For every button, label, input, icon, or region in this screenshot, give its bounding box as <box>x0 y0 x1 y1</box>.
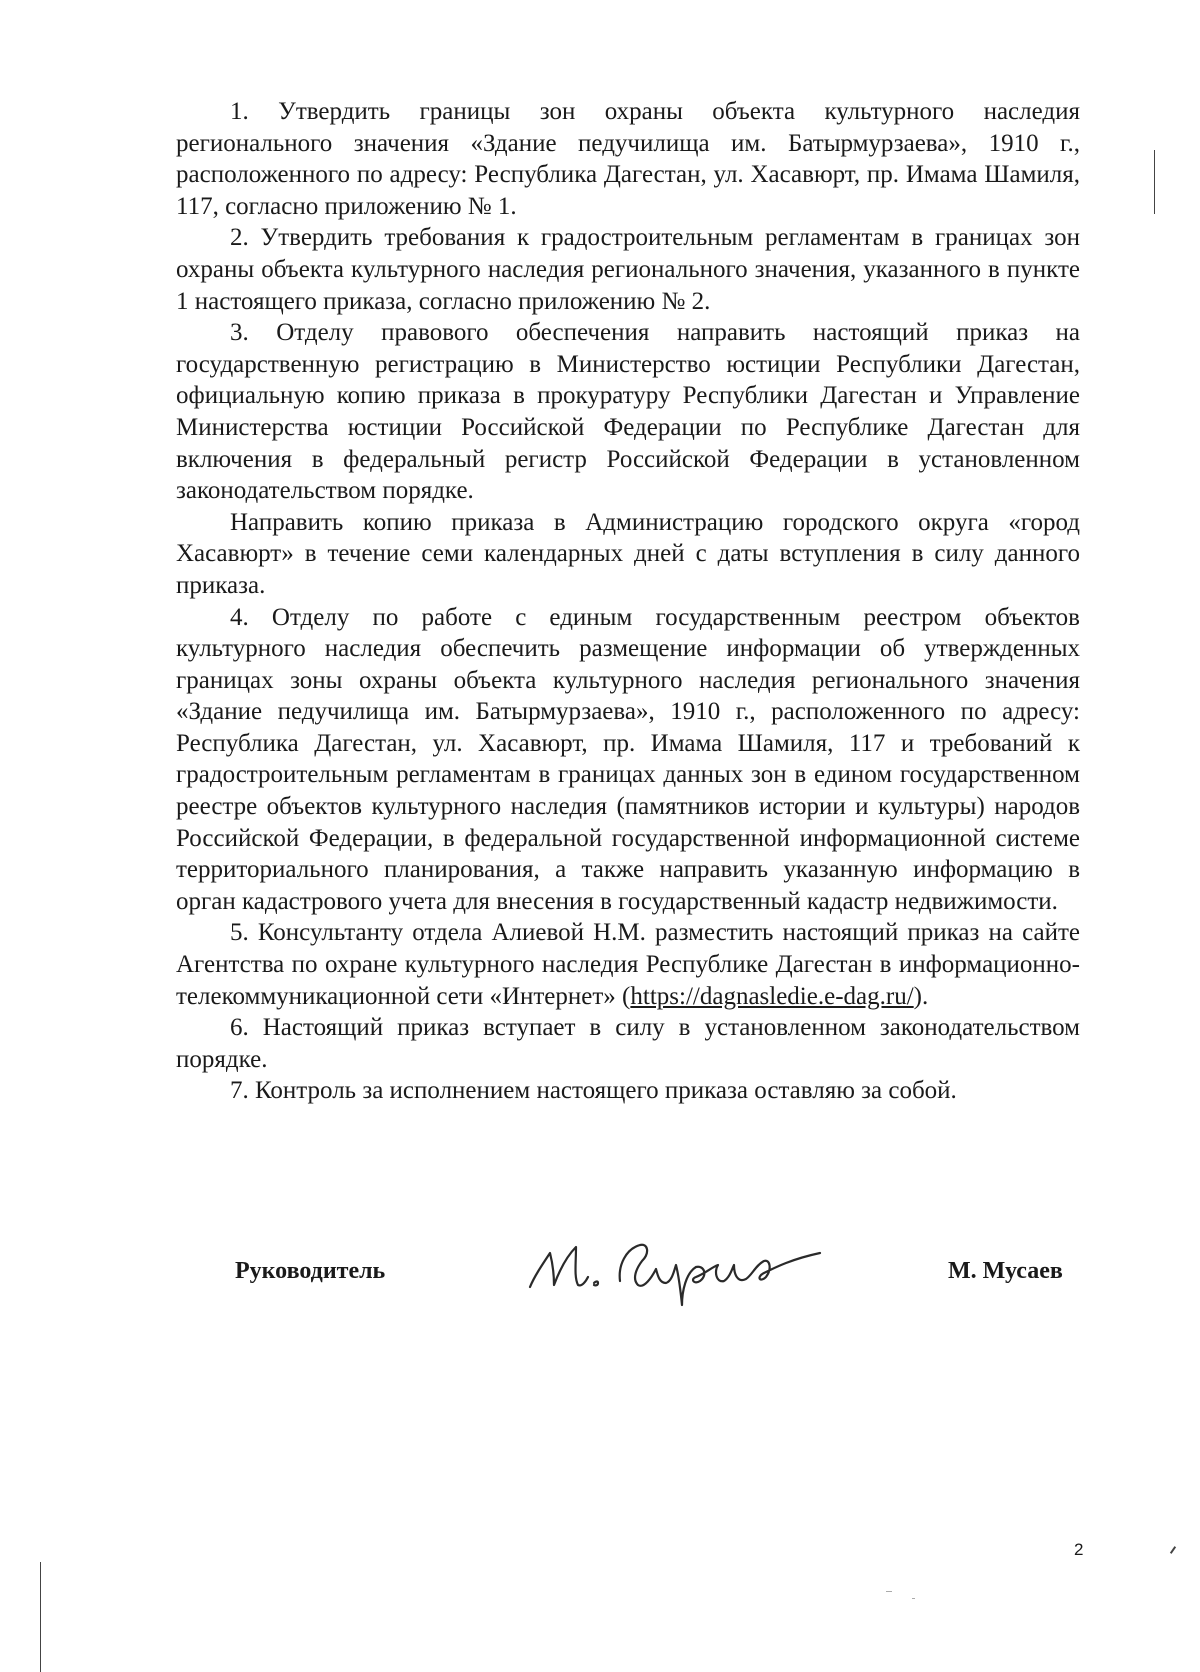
paragraph-3-continued: Направить копию приказа в Администрацию городского округа «город Хасавюрт» в течение семи календарных дней с даты вступления в силу данного приказа. <box>176 508 1080 599</box>
paragraph-7: 7. Контроль за исполнением настоящего приказа оставляю за собой. <box>230 1077 957 1105</box>
order-body <box>176 96 1080 1107</box>
website-link[interactable]: https://dagnasledie.e-dag.ru/ <box>630 982 914 1010</box>
paragraph-5 <box>176 917 1080 1012</box>
paragraph-2: 2. Утвердить требования к градостроительным регламентам в границах зон охраны объекта культурного наследия регионального значения, указанного в пункте 1 настоящего приказа, согласно приложению № 2. <box>176 224 1080 315</box>
scan-speck <box>912 1598 915 1599</box>
signatory-role: Руководитель <box>235 1258 386 1284</box>
scan-speck <box>886 1591 892 1592</box>
signatory-name: М. Мусаев <box>948 1258 1063 1284</box>
scan-edge-mark <box>40 1562 41 1672</box>
scan-edge-mark <box>1170 1546 1176 1554</box>
paragraph-5-tail: ). <box>913 982 929 1010</box>
paragraph-5-text: 5. Консультанту отдела Алиевой Н.М. разместить настоящий приказ на сайте Агентства по охране культурного наследия Республике Дагестан в информационно-телекоммуникационной сети «Интернет» ( <box>176 919 1080 1010</box>
paragraph-4: 4. Отделу по работе с единым государственным реестром объектов культурного наследия обеспечить размещение информации об утвержденных границах зоны охраны объекта культурного наследия регионального значения «Здание педучилища им. Батырмурзаева», 1910 г., расположенного по адресу: Республика Дагестан, ул. Хасавюрт, пр. Имама Шамиля, 117 и требований к градостроительным регламентам в границах данных зон в едином государственном реестре объектов культурного наследия (памятников истории и культуры) народов Российской Федерации, в федеральной государственной информационной системе территориального планирования, а также направить указанную информацию в орган кадастрового учета для внесения в государственный кадастр недвижимости. <box>176 603 1080 915</box>
handwritten-signature <box>520 1225 840 1315</box>
page-number: 2 <box>1074 1540 1084 1559</box>
paragraph-1: 1. Утвердить границы зон охраны объекта культурного наследия регионального значения «Здание педучилища им. Батырмурзаева», 1910 г., расположенного по адресу: Республика Дагестан, ул. Хасавюрт, пр. Имама Шамиля, 117, согласно приложению № 1. <box>176 98 1080 220</box>
paragraph-3: 3. Отделу правового обеспечения направить настоящий приказ на государственную регистрацию в Министерство юстиции Республики Дагестан, официальную копию приказа в прокуратуру Республики Дагестан и Управление Министерства юстиции Российской Федерации по Республике Дагестан для включения в федеральный регистр Российской Федерации в установленном законодательством порядке. <box>176 319 1080 505</box>
paragraph-6: 6. Настоящий приказ вступает в силу в установленном законодательством порядке. <box>176 1014 1080 1073</box>
scan-edge-mark <box>1154 150 1155 214</box>
